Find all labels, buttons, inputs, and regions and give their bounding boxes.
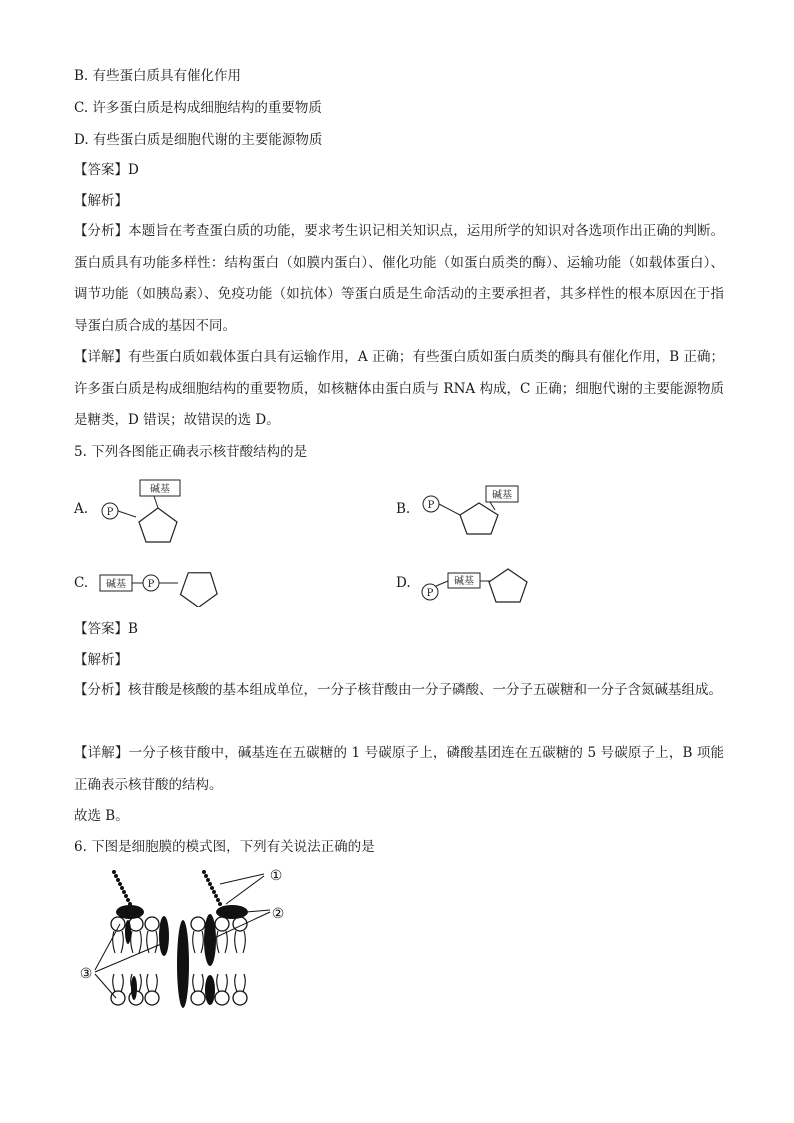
marker-3 <box>80 966 93 982</box>
q5-conclusion: 故选 B。 <box>74 808 129 824</box>
q6-stem: 6. 下图是细胞膜的模式图，下列有关说法正确的是 <box>74 839 375 855</box>
glycoprotein-chain-right <box>202 870 222 906</box>
q5-option-b-label: B. <box>396 501 411 517</box>
phosphate-label: P <box>426 588 434 599</box>
q5-stem: 5. 下列各图能正确表示核苷酸结构的是 <box>74 444 308 460</box>
q5-analysis-heading: 【解析】 <box>74 652 128 668</box>
phospholipid-heads-top <box>111 917 247 931</box>
pentose-ring <box>460 503 498 534</box>
marker-1 <box>270 868 283 884</box>
q4-answer: 【答案】D <box>74 162 139 178</box>
pentose-ring <box>173 565 223 607</box>
pentose-ring <box>139 508 177 542</box>
q5-answer: 【答案】B <box>74 621 138 637</box>
q4-xiangjie-paragraph: 【详解】有些蛋白质如载体蛋白具有运输作用，A 正确；有些蛋白质如蛋白质类的酶具有催化作用，B 正确；许多蛋白质是构成细胞结构的重要物质，如核糖体由蛋白质与 RNA 构成，C 正确；细胞代谢的主要能源物质是糖类，D 错误；故错误的选 D。 <box>74 349 724 428</box>
q4-fenxi-paragraph: 【分析】本题旨在考查蛋白质的功能，要求考生识记相关知识点，运用所学的知识对各选项作出正确的判断。蛋白质具有功能多样性：结构蛋白（如膜内蛋白）、催化功能（如蛋白质类的酶）、运输功能（如载体蛋白）、调节功能（如胰岛素）、免疫功能（如抗体）等蛋白质是生命活动的主要承担者，其多样性的根本原因在于指导蛋白质合成的基因不同。 <box>74 223 724 334</box>
q5-fenxi-paragraph: 【分析】核苷酸是核酸的基本组成单位，一分子核苷酸由一分子磷酸、一分子五碳糖和一分子含氮碱基组成。 <box>74 682 722 698</box>
nucleotide-diagram-b <box>420 483 530 543</box>
glycoprotein-chain-left <box>112 870 132 906</box>
option-c: C. 许多蛋白质是构成细胞结构的重要物质 <box>74 100 322 116</box>
svg-text:②: ② <box>271 906 285 922</box>
q5-option-c-label: C. <box>74 575 89 591</box>
q5-xiangjie-paragraph: 【详解】一分子核苷酸中，碱基连在五碳糖的 1 号碳原子上，磷酸基团连在五碳糖的 5 号碳原子上，B 项能正确表示核苷酸的结构。 <box>74 745 724 793</box>
phosphate-label: P <box>147 579 155 590</box>
base-label: 碱基 <box>492 490 512 501</box>
q5-option-a-label: A. <box>74 501 89 517</box>
option-b: B. 有些蛋白质具有催化作用 <box>74 68 242 84</box>
svg-text:①: ① <box>269 868 283 884</box>
marker-2 <box>272 906 285 922</box>
pentose-ring <box>489 569 527 602</box>
cell-membrane-diagram <box>76 866 296 1014</box>
q5-option-d-label: D. <box>396 575 411 591</box>
phosphate-label: P <box>106 507 114 518</box>
base-label: 碱基 <box>454 576 474 587</box>
nucleotide-diagram-c <box>98 565 228 607</box>
q4-analysis-heading: 【解析】 <box>74 193 128 209</box>
base-label: 碱基 <box>106 579 126 590</box>
base-label: 碱基 <box>150 484 170 495</box>
option-d: D. 有些蛋白质是细胞代谢的主要能源物质 <box>74 132 323 148</box>
nucleotide-diagram-d <box>418 567 533 607</box>
phosphate-label: P <box>427 500 435 511</box>
nucleotide-diagram-a <box>96 478 226 546</box>
svg-text:③: ③ <box>79 966 93 982</box>
